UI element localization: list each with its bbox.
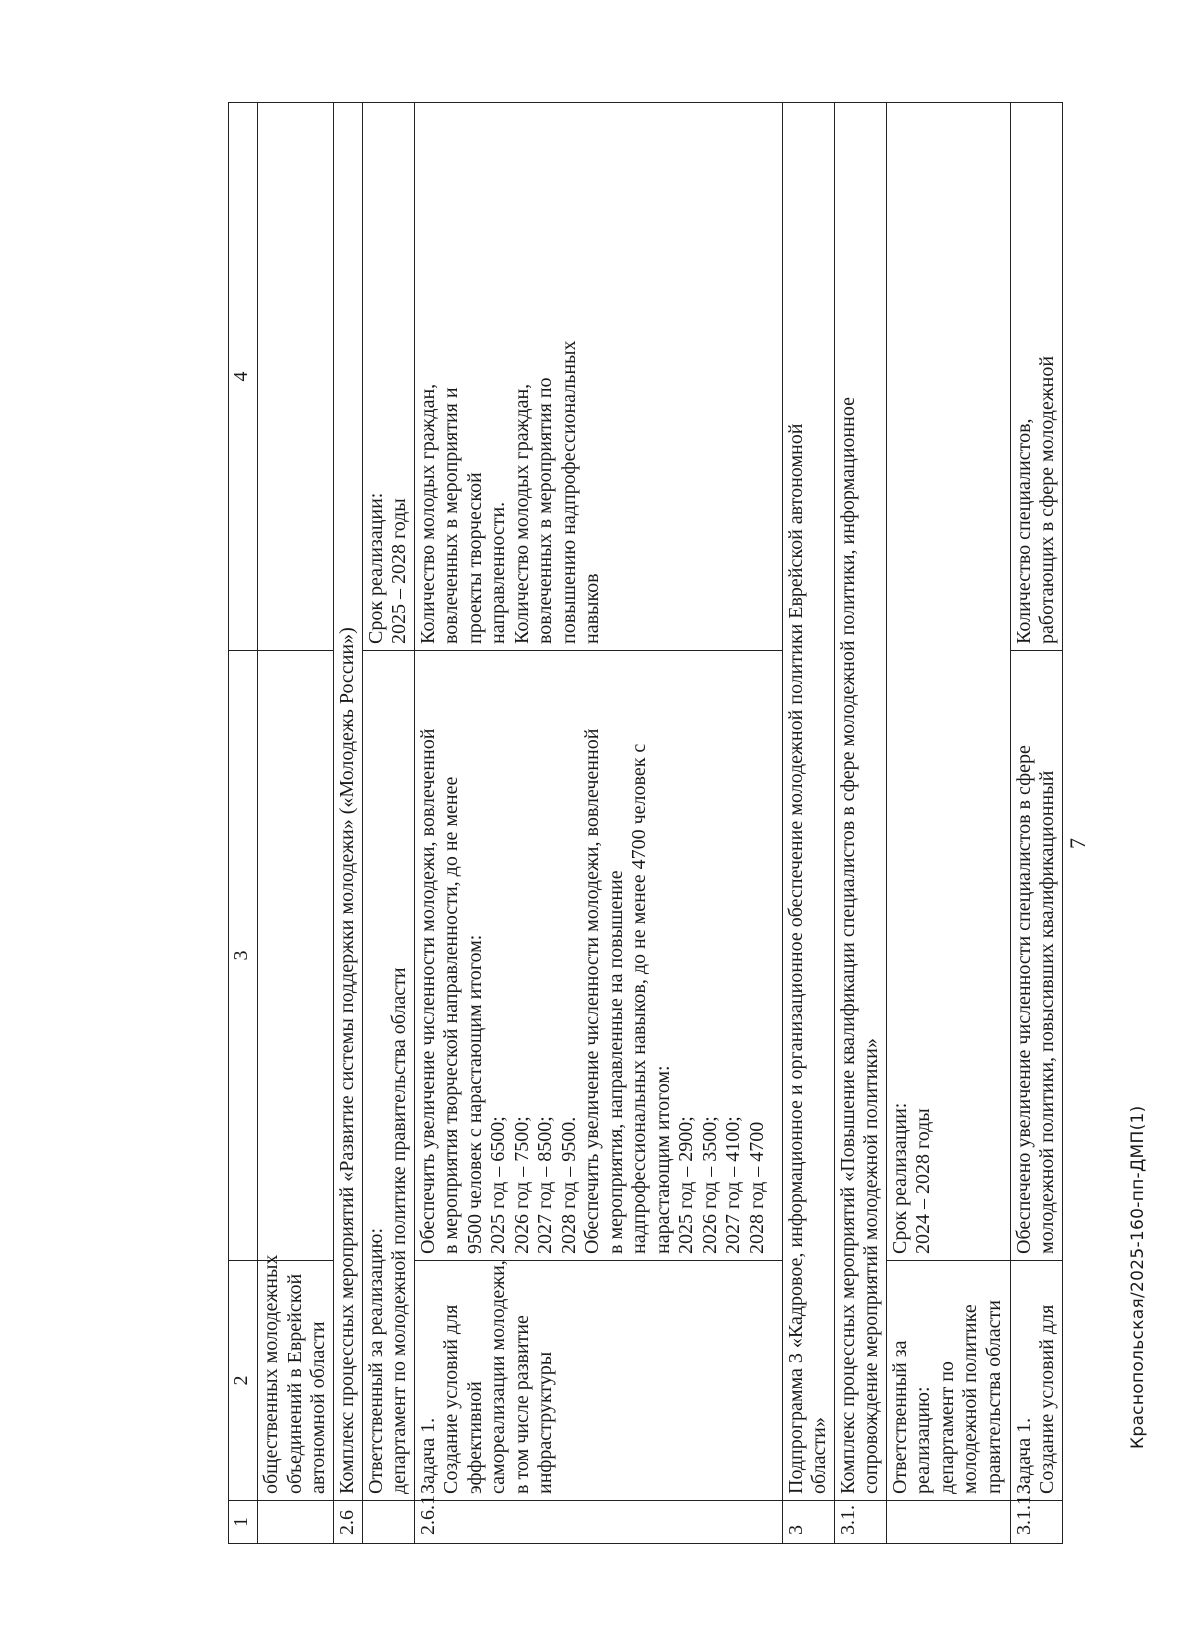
task-2-6-1-num: 2.6.1 — [414, 1501, 782, 1544]
responsible-line: реализацию: — [912, 1386, 934, 1494]
term-value: 2025 – 2028 годы — [388, 498, 410, 644]
task-2-6-1-row — [414, 103, 782, 1544]
subprogram-3-num: 3 — [782, 1501, 834, 1544]
effect-line: 2025 год – 6500; — [487, 1116, 509, 1254]
continuation-effects — [258, 651, 334, 1261]
indicator-line: Количество специалистов, — [1012, 418, 1035, 644]
indicator-line: Количество молодых граждан, — [416, 383, 439, 644]
task-2-6-1-effects — [414, 651, 782, 1261]
task-line: в том числе развитие — [510, 1315, 533, 1494]
section-2-6-resp-row — [362, 103, 414, 1544]
continuation-row — [258, 103, 334, 1544]
section-2-6-row — [334, 103, 363, 1544]
task-2-6-1-indicators — [414, 103, 782, 651]
subprogram-line: области» — [808, 1417, 830, 1494]
section-3-1-title — [834, 103, 886, 1501]
section-line: Комплекс процессных мероприятий «Повышение квалификации специалистов в сфере молодежной политики, информационное — [836, 397, 859, 1494]
section-2-6-num: 2.6 — [334, 1501, 363, 1544]
effect-line: 9500 человек с нарастающим итогом: — [463, 934, 486, 1254]
section-3-1-num: 3.1. — [834, 1501, 886, 1544]
header-col-3: 3 — [229, 651, 258, 1261]
task-3-1-1-indicators — [1010, 103, 1062, 651]
effect-line: 2025 год – 2900; — [675, 1116, 697, 1254]
task-3-1-1-effects — [1010, 651, 1062, 1261]
term-value: 2024 – 2028 годы — [912, 1108, 934, 1254]
effect-line: 2026 год – 7500; — [510, 1116, 533, 1254]
indicator-line: направленности. — [487, 501, 509, 644]
task-3-1-1-num: 3.1.1. — [1010, 1501, 1062, 1544]
indicator-line: Количество молодых граждан, — [510, 383, 533, 644]
task-line: Задача 1. — [416, 1417, 439, 1494]
page-number: 7 — [1065, 838, 1090, 849]
subprogram-3-row — [782, 103, 834, 1544]
effect-line: Обеспечено увеличение численности специалистов в сфере — [1012, 745, 1035, 1254]
task-line: самореализации молодежи, — [487, 1260, 509, 1494]
effect-line: в мероприятия творческой направленности, до не менее — [440, 776, 462, 1254]
section-2-6-resp-num — [362, 1501, 414, 1544]
section-2-6-resp — [362, 651, 414, 1501]
section-3-1-resp-row — [886, 103, 1010, 1544]
section-3-1-resp — [886, 1261, 1010, 1501]
task-line: инфраструктуры — [534, 1351, 556, 1494]
term-label: Срок реализации: — [888, 1102, 911, 1254]
effect-line: 2027 год – 8500; — [534, 1116, 556, 1254]
section-3-1-row — [834, 103, 886, 1544]
continuation-indicators — [258, 103, 334, 651]
responsible-label: Ответственный за реализацию: — [364, 1227, 387, 1494]
task-3-1-1-task — [1010, 1261, 1062, 1501]
header-col-4: 4 — [229, 103, 258, 651]
subprogram-3-title — [782, 103, 834, 1501]
responsible-line: молодежной политике — [959, 1304, 981, 1494]
document-footer: Краснопольская/2025-160-пп-ДМП(1) — [1128, 1105, 1148, 1449]
task-3-1-1-row — [1010, 103, 1062, 1544]
continuation-line: автономной области — [307, 1321, 329, 1494]
effect-line: надпрофессиональных навыков, до не менее 4700 человек с — [628, 743, 650, 1254]
continuation-line: объединений в Еврейской — [283, 1273, 306, 1494]
program-table — [228, 102, 1063, 1544]
header-col-1: 1 — [229, 1501, 258, 1544]
effect-line: 2028 год – 4700 — [745, 1121, 768, 1254]
effect-line: Обеспечить увеличение численности молодежи, вовлеченной — [581, 728, 603, 1254]
effect-line: молодежной политики, повысивших квалификационный — [1036, 770, 1058, 1254]
responsible-line: правительства области — [982, 1300, 1005, 1494]
effect-line: Обеспечить увеличение численности молодежи, вовлеченной — [416, 728, 439, 1254]
term-label: Срок реализации: — [364, 492, 387, 644]
indicator-line: вовлеченных в мероприятия по — [534, 377, 556, 644]
effect-line: в мероприятия, направленные на повышение — [604, 870, 627, 1254]
effect-line: нарастающим итогом: — [651, 1065, 674, 1254]
header-row — [229, 103, 258, 1544]
effect-line: 2027 год – 4100; — [722, 1116, 744, 1254]
task-line: Создание условий для — [1036, 1304, 1058, 1494]
task-line: эффективной — [463, 1381, 486, 1494]
effect-line: 2028 год – 9500. — [557, 1116, 580, 1254]
section-2-6-term — [362, 103, 414, 651]
continuation-line: общественных молодежных — [260, 1254, 282, 1494]
indicator-line: проекты творческой — [463, 472, 486, 644]
indicator-line: навыков — [581, 573, 603, 644]
section-3-1-resp-num — [886, 1501, 1010, 1544]
section-2-6-title: Комплекс процессных мероприятий «Развитие системы поддержки молодежи» («Молодежь России») — [334, 103, 363, 1501]
indicator-line: работающих в сфере молодежной — [1036, 355, 1058, 644]
continuation-num — [258, 1501, 334, 1544]
indicator-line: вовлеченных в мероприятия и — [440, 387, 462, 644]
responsible-line: департамент по — [935, 1361, 958, 1494]
effect-line: 2026 год – 3500; — [698, 1116, 721, 1254]
subprogram-line: Подпрограмма 3 «Кадровое, информационное и организационное обеспечение молодежной политики Еврейской автономной — [784, 423, 807, 1494]
responsible-line: Ответственный за — [888, 1340, 911, 1494]
task-2-6-1-task — [414, 1261, 782, 1501]
header-col-2: 2 — [229, 1261, 258, 1501]
section-line: сопровождение мероприятий молодежной политики» — [860, 1038, 882, 1494]
task-line: Создание условий для — [440, 1304, 462, 1494]
indicator-line: повышению надпрофессиональных — [557, 340, 580, 644]
section-3-1-term — [886, 103, 1010, 1261]
responsible-dept: департамент по молодежной политике правительства области — [388, 967, 410, 1494]
task-line: Задача 1. — [1012, 1417, 1035, 1494]
continuation-text — [258, 1254, 334, 1501]
